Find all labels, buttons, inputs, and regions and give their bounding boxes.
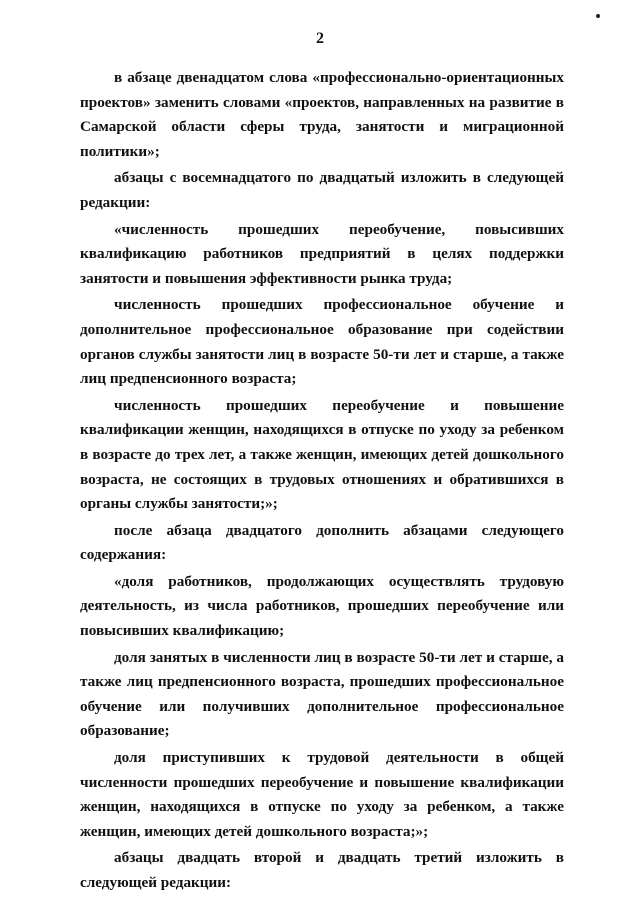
- paragraph-6: после абзаца двадцатого дополнить абзацами следующего содержания:: [80, 521, 564, 564]
- paragraph-1: в абзаце двенадцатом слова «профессионально-ориентационных проектов» заменить словами «проектов, направленных на развитие в Самарской области сферы труда, занятости и миграционной политики»;: [80, 69, 564, 160]
- paragraph-3: «численность прошедших переобучение, повысивших квалификацию работников предприятий в целях поддержки занятости и повышения эффективности рынка труда;: [80, 220, 564, 287]
- paragraph-8: доля занятых в численности лиц в возрасте 50-ти лет и старше, а также лиц предпенсионного возраста, прошедших профессиональное обучение или получивших дополнительное профессиональное образование;: [80, 648, 564, 740]
- scan-mark: [596, 14, 600, 18]
- paragraph-2: абзацы с восемнадцатого по двадцатый изложить в следующей редакции:: [80, 169, 564, 211]
- paragraph-10: абзацы двадцать второй и двадцать третий изложить в следующей редакции:: [80, 849, 564, 891]
- paragraph-7: «доля работников, продолжающих осуществлять трудовую деятельность, из числа работников, прошедших переобучение или повысивших квалификацию;: [80, 572, 564, 640]
- paragraph-4: численность прошедших профессиональное обучение и дополнительное профессиональное образование при содействии органов службы занятости лиц в возрасте 50-ти лет и старше, а также лиц предпенсионного возраста;: [80, 296, 564, 388]
- page-number: 2: [316, 30, 324, 47]
- document-body: [80, 66, 564, 896]
- paragraph-5: численность прошедших переобучение и повышение квалификации женщин, находящихся в отпуске по уходу за ребенком в возрасте до трех лет, а также женщин, имеющих детей дошкольного возраста, не состоящих в трудовых отношениях и обратившихся в органы службы занятости;»;: [80, 396, 564, 513]
- paragraph-9: доля приступивших к трудовой деятельности в общей численности прошедших переобучение и повышение квалификации женщин, находящихся в отпуске по уходу за ребенком, а также женщин, имеющих детей дошкольного возраста;»;: [80, 749, 564, 840]
